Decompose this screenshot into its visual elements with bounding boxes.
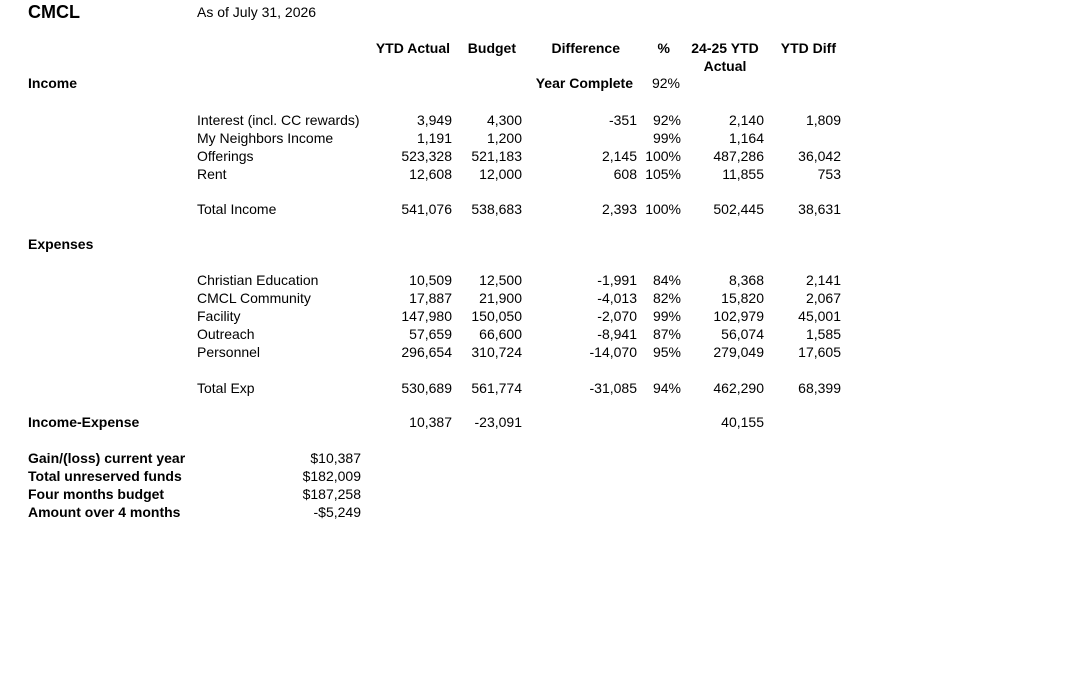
prior-ytd-cell: 487,286 bbox=[713, 148, 764, 164]
prior-ytd-cell: 15,820 bbox=[721, 290, 764, 306]
pct-cell: 87% bbox=[652, 326, 681, 342]
ytd-diff-cell: 2,141 bbox=[805, 272, 841, 288]
budget-cell: 12,000 bbox=[479, 166, 522, 182]
budget-cell: 561,774 bbox=[471, 380, 522, 396]
difference-cell: -8,941 bbox=[597, 326, 637, 342]
col-pct: % bbox=[657, 40, 670, 56]
difference-cell: -1,991 bbox=[597, 272, 637, 288]
ytd-actual-cell: 530,689 bbox=[401, 380, 452, 396]
summary-label: Four months budget bbox=[28, 486, 165, 502]
col-ytd-actual: YTD Actual bbox=[375, 40, 450, 56]
pct-cell: 95% bbox=[652, 344, 681, 360]
budget-cell: 4,300 bbox=[486, 112, 522, 128]
difference-cell: 608 bbox=[613, 166, 637, 182]
difference-cell: -14,070 bbox=[589, 344, 637, 360]
line-item-name: Interest (incl. CC rewards) bbox=[197, 112, 360, 128]
ytd-actual-cell: 17,887 bbox=[409, 290, 452, 306]
col-budget: Budget bbox=[467, 40, 516, 56]
ytd-diff-cell: 38,631 bbox=[798, 201, 841, 217]
ytd-diff-cell: 753 bbox=[817, 166, 841, 182]
ytd-diff-cell: 68,399 bbox=[798, 380, 841, 396]
col-prior-ytd-line1: 24-25 YTD bbox=[691, 40, 759, 56]
budget-cell: 150,050 bbox=[471, 308, 522, 324]
net-label: Income-Expense bbox=[28, 414, 140, 430]
budget-cell: 12,500 bbox=[479, 272, 522, 288]
budget-cell: 21,900 bbox=[479, 290, 522, 306]
year-complete-label: Year Complete bbox=[535, 75, 633, 91]
budget-cell: 1,200 bbox=[486, 130, 522, 146]
pct-cell: 82% bbox=[652, 290, 681, 306]
ytd-diff-cell: 36,042 bbox=[798, 148, 841, 164]
net-prior-ytd: 40,155 bbox=[721, 414, 764, 430]
ytd-diff-cell: 1,585 bbox=[805, 326, 841, 342]
ytd-actual-cell: 3,949 bbox=[416, 112, 452, 128]
ytd-actual-cell: 12,608 bbox=[409, 166, 452, 182]
budget-cell: 538,683 bbox=[471, 201, 522, 217]
ytd-diff-cell: 17,605 bbox=[798, 344, 841, 360]
line-item-name: Total Exp bbox=[197, 380, 255, 396]
pct-cell: 100% bbox=[645, 148, 681, 164]
income-heading: Income bbox=[28, 75, 78, 91]
expenses-heading: Expenses bbox=[28, 236, 94, 252]
line-item-name: My Neighbors Income bbox=[197, 130, 334, 146]
prior-ytd-cell: 11,855 bbox=[722, 166, 764, 182]
pct-cell: 99% bbox=[652, 130, 681, 146]
ytd-diff-cell: 1,809 bbox=[805, 112, 841, 128]
line-item-name: Offerings bbox=[197, 148, 254, 164]
difference-cell: -351 bbox=[608, 112, 637, 128]
prior-ytd-cell: 502,445 bbox=[713, 201, 764, 217]
ytd-actual-cell: 147,980 bbox=[401, 308, 452, 324]
prior-ytd-cell: 462,290 bbox=[713, 380, 764, 396]
pct-cell: 92% bbox=[652, 112, 681, 128]
ytd-actual-cell: 523,328 bbox=[401, 148, 452, 164]
line-item-name: Rent bbox=[197, 166, 227, 182]
summary-value: $10,387 bbox=[310, 450, 361, 466]
summary-value: $182,009 bbox=[302, 468, 361, 484]
prior-ytd-cell: 102,979 bbox=[713, 308, 764, 324]
difference-cell: -2,070 bbox=[597, 308, 637, 324]
col-prior-ytd-line2: Actual bbox=[703, 58, 747, 74]
prior-ytd-cell: 279,049 bbox=[713, 344, 764, 360]
net-budget: -23,091 bbox=[474, 414, 522, 430]
budget-cell: 66,600 bbox=[479, 326, 522, 342]
line-item-name: Christian Education bbox=[197, 272, 319, 288]
budget-cell: 521,183 bbox=[471, 148, 522, 164]
year-complete-value: 92% bbox=[651, 75, 680, 91]
ytd-actual-cell: 1,191 bbox=[416, 130, 452, 146]
prior-ytd-cell: 8,368 bbox=[728, 272, 764, 288]
difference-cell: -4,013 bbox=[597, 290, 637, 306]
ytd-diff-cell: 45,001 bbox=[798, 308, 841, 324]
line-item-name: Outreach bbox=[197, 326, 255, 342]
col-difference: Difference bbox=[551, 40, 620, 56]
summary-value: $187,258 bbox=[302, 486, 361, 502]
summary-label: Gain/(loss) current year bbox=[28, 450, 186, 466]
budget-cell: 310,724 bbox=[471, 344, 522, 360]
prior-ytd-cell: 1,164 bbox=[728, 130, 764, 146]
org-name: CMCL bbox=[28, 2, 80, 22]
report-date: As of July 31, 2026 bbox=[197, 4, 317, 20]
ytd-actual-cell: 57,659 bbox=[409, 326, 452, 342]
pct-cell: 84% bbox=[652, 272, 681, 288]
ytd-diff-cell: 2,067 bbox=[805, 290, 841, 306]
pct-cell: 105% bbox=[645, 166, 681, 182]
summary-label: Total unreserved funds bbox=[28, 468, 182, 484]
summary-value: -$5,249 bbox=[313, 504, 361, 520]
line-item-name: Facility bbox=[197, 308, 241, 324]
net-ytd-actual: 10,387 bbox=[409, 414, 452, 430]
line-item-name: CMCL Community bbox=[197, 290, 311, 306]
line-item-name: Total Income bbox=[197, 201, 277, 217]
difference-cell: 2,393 bbox=[601, 201, 637, 217]
line-item-name: Personnel bbox=[197, 344, 261, 360]
ytd-actual-cell: 296,654 bbox=[401, 344, 452, 360]
prior-ytd-cell: 56,074 bbox=[721, 326, 764, 342]
col-ytd-diff: YTD Diff bbox=[780, 40, 836, 56]
pct-cell: 100% bbox=[645, 201, 681, 217]
pct-cell: 99% bbox=[652, 308, 681, 324]
prior-ytd-cell: 2,140 bbox=[728, 112, 764, 128]
difference-cell: 2,145 bbox=[601, 148, 637, 164]
summary-label: Amount over 4 months bbox=[28, 504, 181, 520]
difference-cell: -31,085 bbox=[589, 380, 637, 396]
ytd-actual-cell: 10,509 bbox=[409, 272, 452, 288]
ytd-actual-cell: 541,076 bbox=[401, 201, 452, 217]
pct-cell: 94% bbox=[652, 380, 681, 396]
